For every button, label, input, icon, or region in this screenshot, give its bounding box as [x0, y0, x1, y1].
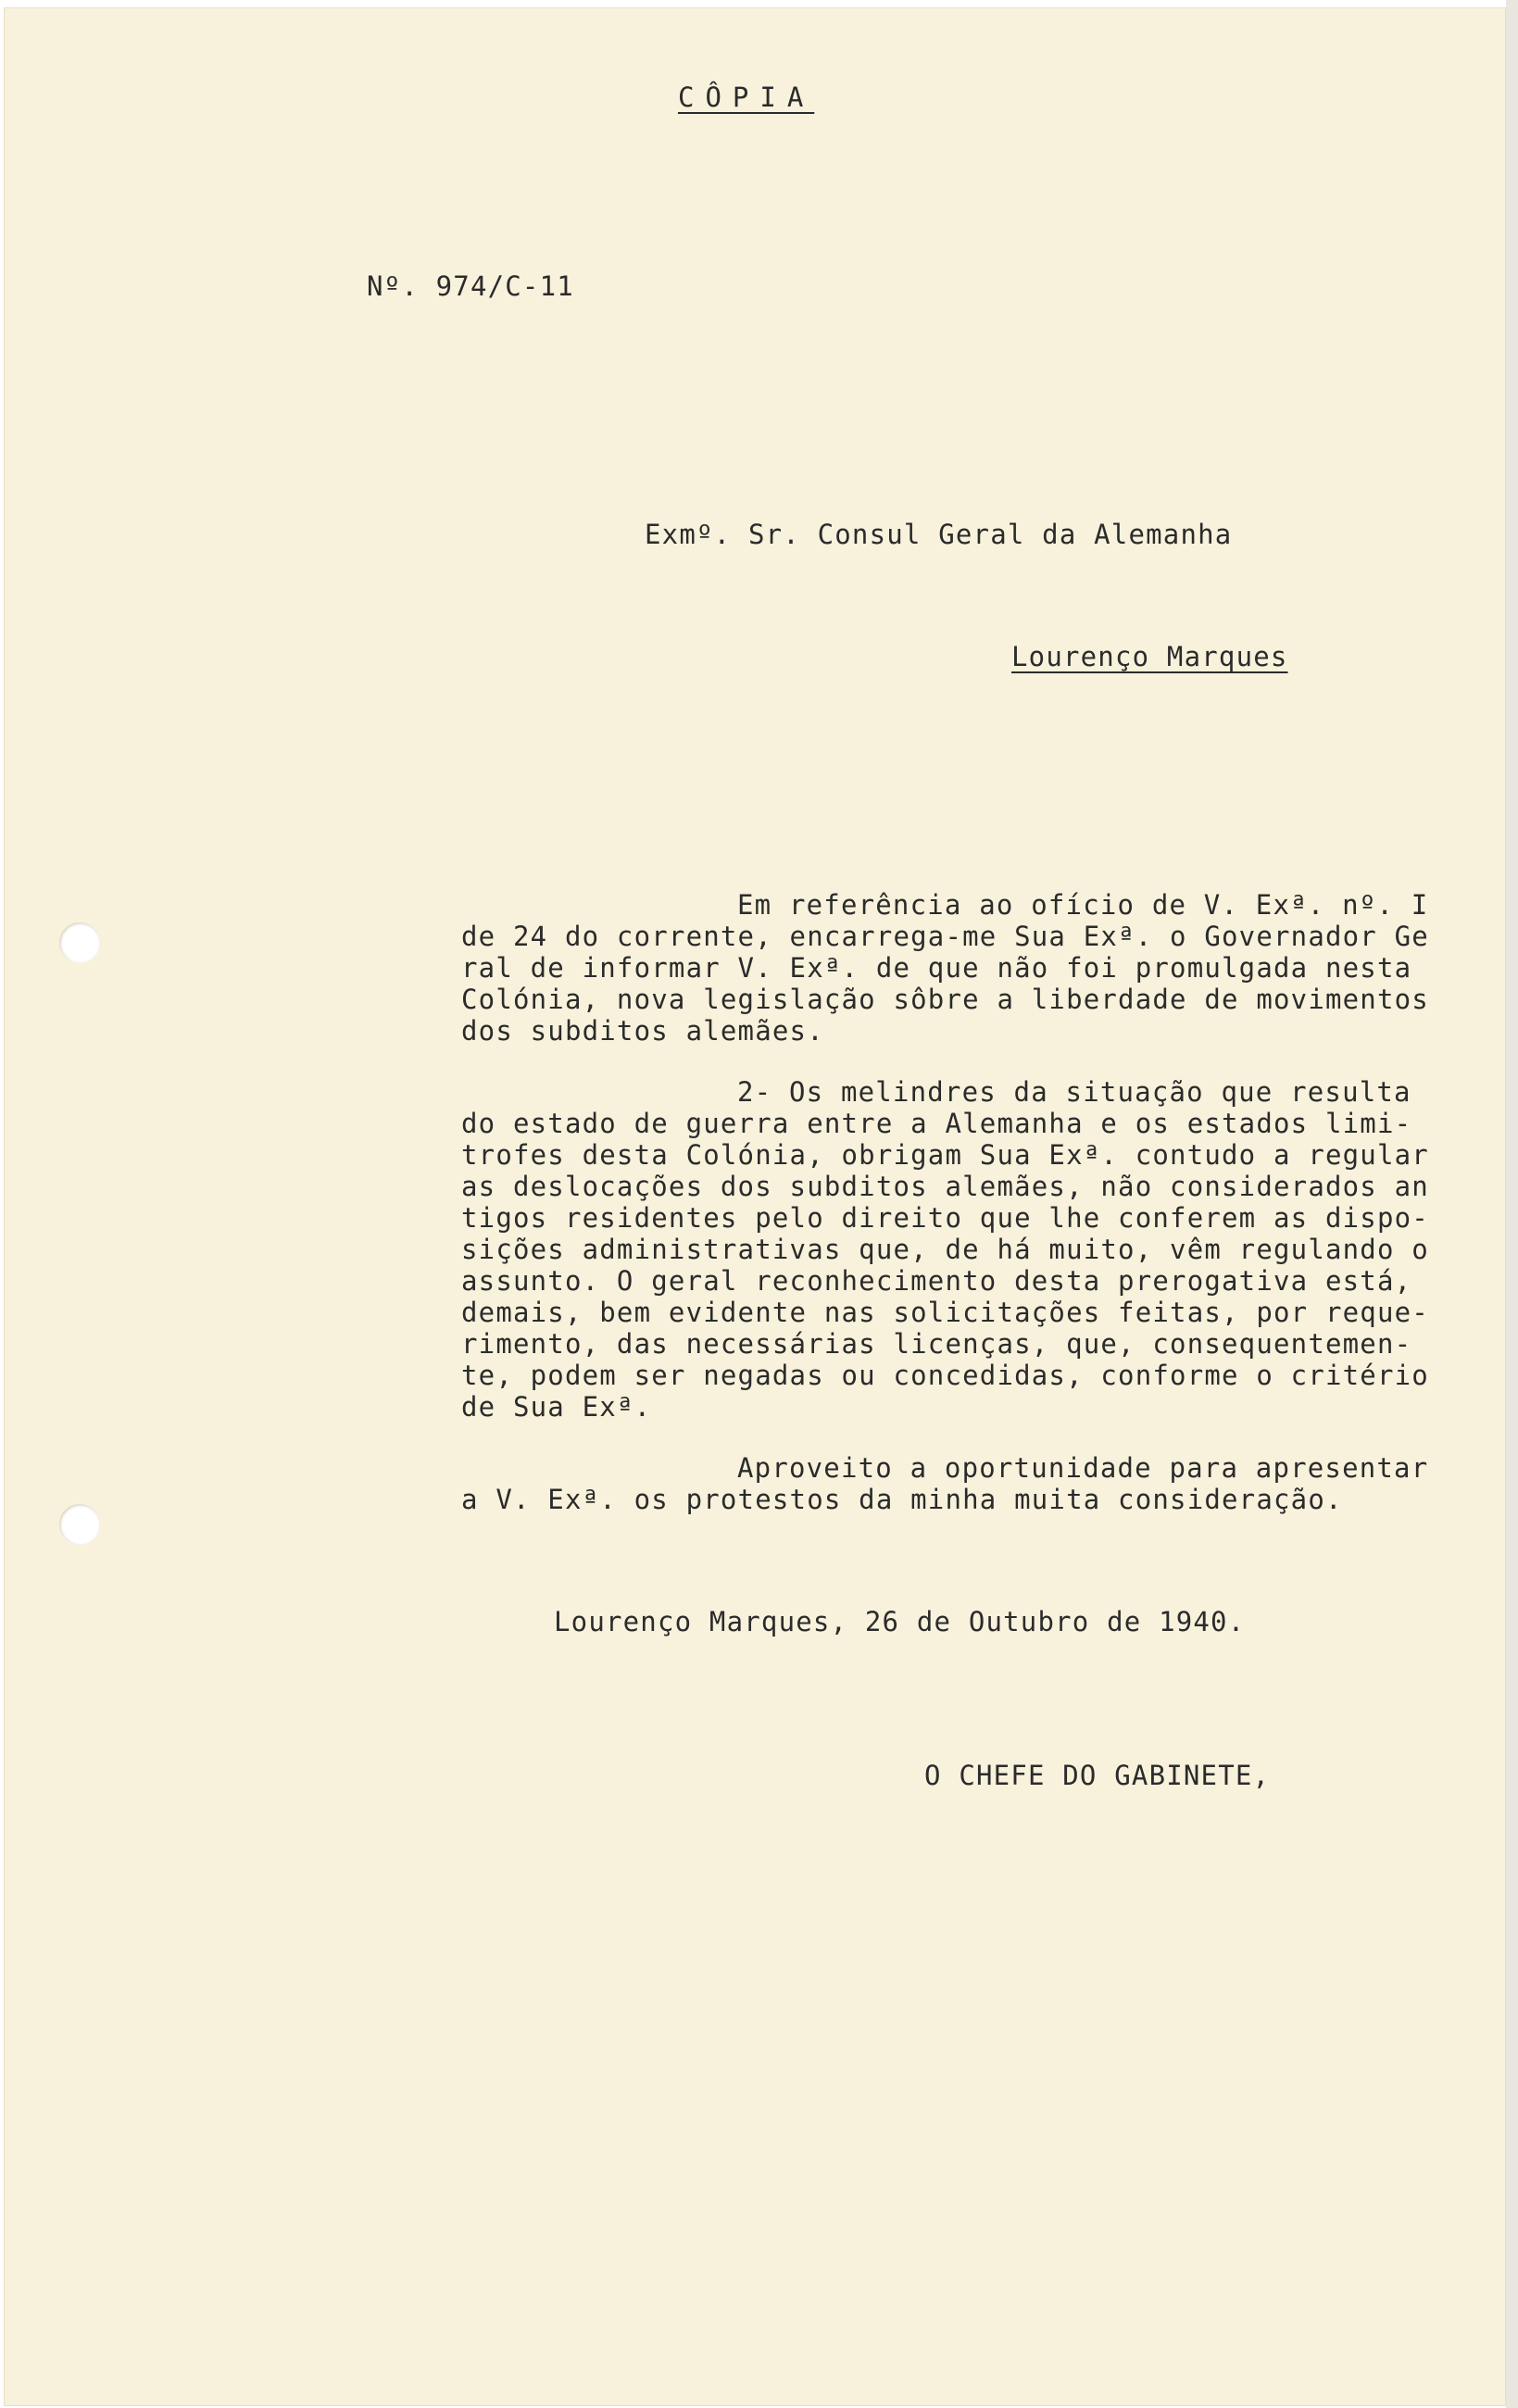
- body-line: ral de informar V. Exª. de que não foi promulgada nesta: [461, 952, 1412, 984]
- body-line: dos subditos alemães.: [461, 1015, 824, 1047]
- body-line: Colónia, nova legislação sôbre a liberdade de movimentos: [461, 984, 1429, 1015]
- body-line: rimento, das necessárias licenças, que, consequentemen-: [461, 1328, 1412, 1360]
- body-line: do estado de guerra entre a Alemanha e os estados limi-: [461, 1108, 1412, 1139]
- body-line: de 24 do corrente, encarrega-me Sua Exª. o Governador Ge: [461, 921, 1429, 952]
- body-line: de Sua Exª.: [461, 1391, 652, 1423]
- body-line: 2- Os melindres da situação que resulta: [737, 1076, 1411, 1108]
- addressee-line-1: Exmº. Sr. Consul Geral da Alemanha: [645, 519, 1233, 550]
- reference-number: Nº. 974/C-11: [367, 270, 574, 302]
- punch-hole-upper: [59, 922, 100, 963]
- body-line: tigos residentes pelo direito que lhe conferem as dispo-: [461, 1202, 1429, 1234]
- body-line: Em referência ao ofício de V. Exª. nº. I: [737, 889, 1429, 921]
- document-title: CÔPIA: [678, 82, 815, 113]
- body-line: demais, bem evidente nas solicitações feitas, por reque-: [461, 1297, 1429, 1328]
- body-line: sições administrativas que, de há muito, vêm regulando o: [461, 1234, 1429, 1265]
- body-line: Aproveito a oportunidade para apresentar: [737, 1452, 1429, 1484]
- body-line: a V. Exª. os protestos da minha muita consideração.: [461, 1484, 1343, 1515]
- date-line: Lourenço Marques, 26 de Outubro de 1940.: [554, 1606, 1246, 1637]
- body-line: assunto. O geral reconhecimento desta prerogativa está,: [461, 1265, 1412, 1297]
- body-line: trofes desta Colónia, obrigam Sua Exª. contudo a regular: [461, 1139, 1429, 1171]
- addressee-city: Lourenço Marques: [1011, 641, 1288, 672]
- body-line: te, podem ser negadas ou concedidas, conforme o critério: [461, 1360, 1429, 1391]
- body-line: as deslocações dos subditos alemães, não considerados an: [461, 1171, 1429, 1202]
- punch-hole-lower: [59, 1504, 100, 1545]
- signature-title: O CHEFE DO GABINETE,: [924, 1760, 1271, 1791]
- page-edge-shadow: [1506, 0, 1518, 2408]
- document-page: [4, 7, 1506, 2406]
